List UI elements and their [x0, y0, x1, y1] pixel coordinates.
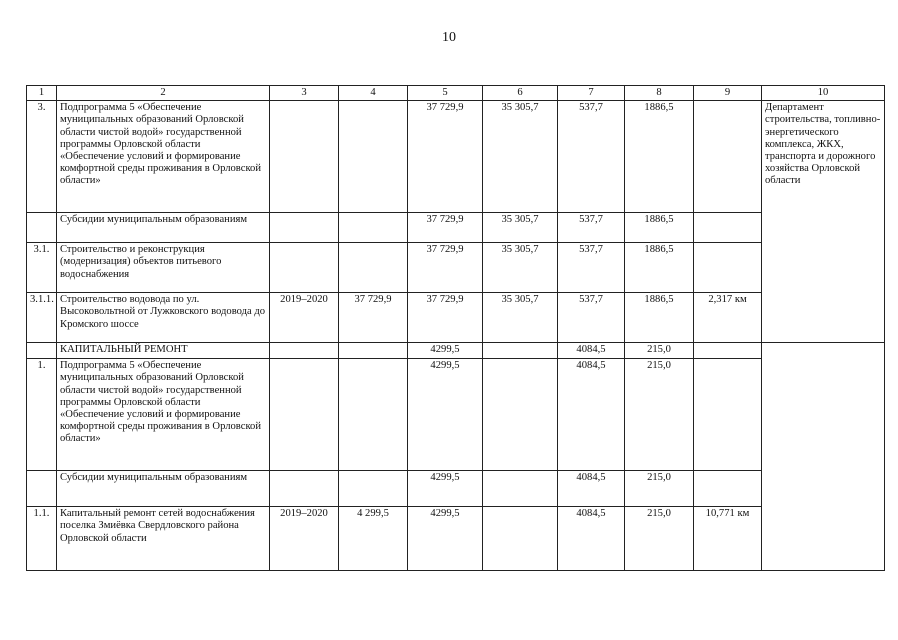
row-total: 37 729,9 — [408, 101, 483, 213]
row-regional: 537,7 — [558, 243, 625, 293]
table-row — [27, 101, 885, 213]
responsible-empty-cell — [762, 343, 885, 571]
row-name: Строительство и реконструкция (модернизация) объектов питьевого водоснабжения — [57, 243, 270, 293]
row-local: 215,0 — [625, 359, 694, 471]
row-regional: 537,7 — [558, 101, 625, 213]
row-number: 3.1. — [27, 243, 57, 293]
row-capacity — [694, 343, 762, 359]
row-local: 1886,5 — [625, 101, 694, 213]
row-cost: 37 729,9 — [339, 293, 408, 343]
row-capacity — [694, 359, 762, 471]
row-total: 37 729,9 — [408, 213, 483, 243]
row-local: 215,0 — [625, 343, 694, 359]
table-row — [27, 243, 885, 293]
header-cell: 9 — [694, 86, 762, 101]
row-capacity: 2,317 км — [694, 293, 762, 343]
row-number — [27, 343, 57, 359]
row-name: Подпрограмма 5 «Обеспечение муниципальных образований Орловской области чистой водой» государственной программы Орловской области «Обеспечение условий и формирование комфортной среды проживания в Орловской области» — [57, 101, 270, 213]
row-regional: 4084,5 — [558, 359, 625, 471]
row-local: 215,0 — [625, 507, 694, 571]
row-name: Субсидии муниципальным образованиям — [57, 471, 270, 507]
table-row — [27, 359, 885, 471]
program-table — [26, 85, 885, 571]
row-period: 2019–2020 — [270, 293, 339, 343]
row-regional: 4084,5 — [558, 507, 625, 571]
table-row — [27, 343, 885, 359]
row-capacity — [694, 101, 762, 213]
row-name: Строительство водовода по ул. Высоковольтной от Лужковского водовода до Кромского шоссе — [57, 293, 270, 343]
row-local: 1886,5 — [625, 293, 694, 343]
row-cost — [339, 343, 408, 359]
row-period: 2019–2020 — [270, 507, 339, 571]
row-federal — [483, 359, 558, 471]
row-capacity — [694, 213, 762, 243]
row-total: 4299,5 — [408, 507, 483, 571]
header-cell: 5 — [408, 86, 483, 101]
row-cost — [339, 101, 408, 213]
row-cost: 4 299,5 — [339, 507, 408, 571]
responsible-department: Департамент строительства, топливно-энергетического комплекса, ЖКХ, транспорта и дорожного хозяйства Орловской области — [762, 101, 885, 343]
row-federal — [483, 343, 558, 359]
row-total: 4299,5 — [408, 359, 483, 471]
row-federal — [483, 471, 558, 507]
table-row — [27, 293, 885, 343]
header-cell: 10 — [762, 86, 885, 101]
row-regional: 4084,5 — [558, 343, 625, 359]
row-capacity — [694, 243, 762, 293]
row-number — [27, 471, 57, 507]
row-cost — [339, 359, 408, 471]
header-cell: 4 — [339, 86, 408, 101]
row-local: 215,0 — [625, 471, 694, 507]
table-row — [27, 507, 885, 571]
row-local: 1886,5 — [625, 243, 694, 293]
row-regional: 537,7 — [558, 293, 625, 343]
row-total: 37 729,9 — [408, 293, 483, 343]
header-cell: 6 — [483, 86, 558, 101]
row-number: 1. — [27, 359, 57, 471]
page-number: 10 — [442, 30, 456, 45]
row-name: Капитальный ремонт сетей водоснабжения поселка Змиёвка Свердловского района Орловской области — [57, 507, 270, 571]
row-cost — [339, 243, 408, 293]
row-total: 4299,5 — [408, 343, 483, 359]
table-row — [27, 471, 885, 507]
row-name: Подпрограмма 5 «Обеспечение муниципальных образований Орловской области чистой водой» государственной программы Орловской области «Обеспечение условий и формирование комфортной среды проживания в Орловской области» — [57, 359, 270, 471]
row-cost — [339, 213, 408, 243]
row-number: 3. — [27, 101, 57, 213]
row-period — [270, 213, 339, 243]
row-number — [27, 213, 57, 243]
table-row — [27, 213, 885, 243]
row-capacity — [694, 471, 762, 507]
row-number: 3.1.1. — [27, 293, 57, 343]
row-number: 1.1. — [27, 507, 57, 571]
row-period — [270, 343, 339, 359]
row-name: Субсидии муниципальным образованиям — [57, 213, 270, 243]
row-federal: 35 305,7 — [483, 293, 558, 343]
row-federal: 35 305,7 — [483, 243, 558, 293]
row-federal: 35 305,7 — [483, 213, 558, 243]
row-period — [270, 471, 339, 507]
header-cell: 7 — [558, 86, 625, 101]
row-total: 37 729,9 — [408, 243, 483, 293]
row-name: КАПИТАЛЬНЫЙ РЕМОНТ — [57, 343, 270, 359]
row-federal — [483, 507, 558, 571]
row-cost — [339, 471, 408, 507]
row-capacity: 10,771 км — [694, 507, 762, 571]
row-period — [270, 243, 339, 293]
row-period — [270, 101, 339, 213]
table-header-row — [27, 86, 885, 101]
header-cell: 1 — [27, 86, 57, 101]
row-period — [270, 359, 339, 471]
header-cell: 8 — [625, 86, 694, 101]
header-cell: 3 — [270, 86, 339, 101]
row-regional: 537,7 — [558, 213, 625, 243]
header-cell: 2 — [57, 86, 270, 101]
row-regional: 4084,5 — [558, 471, 625, 507]
row-federal: 35 305,7 — [483, 101, 558, 213]
row-local: 1886,5 — [625, 213, 694, 243]
row-total: 4299,5 — [408, 471, 483, 507]
